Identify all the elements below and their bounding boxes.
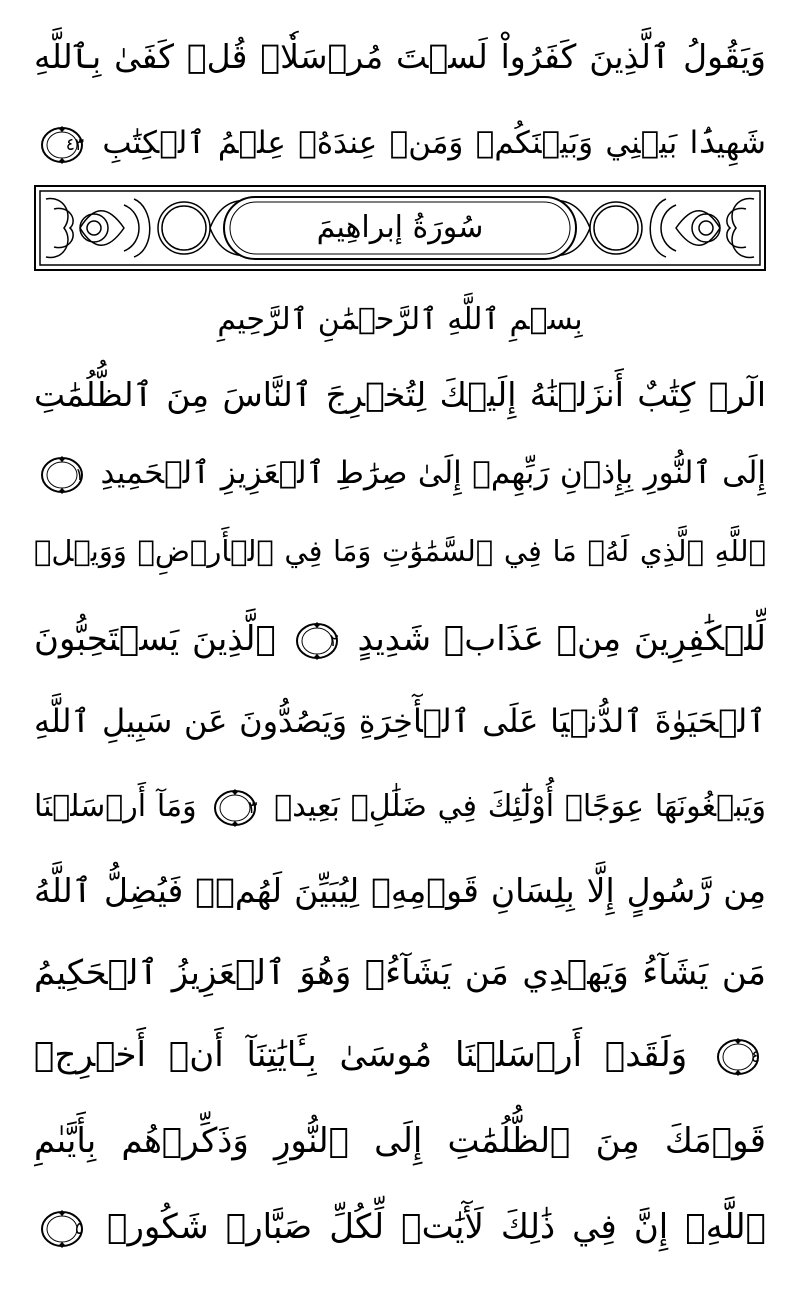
ayah-number: ٣ (248, 797, 258, 818)
ayah-number: ١ (74, 464, 84, 485)
verse-line-3 (34, 358, 766, 432)
ayah-number: ٤ (750, 1046, 760, 1067)
verse-text: ٱللَّهِۚ إِنَّ فِي ذَٰلِكَ لَأٓيَٰتٖ لِّكُلِّ صَبَّارٖ شَكُورٖ (107, 1207, 766, 1247)
verse-line-7 (34, 684, 766, 758)
ayah-marker-icon (213, 788, 257, 828)
ayah-marker-icon (40, 125, 84, 165)
verse-line-9 (34, 854, 766, 928)
surah-header-banner (34, 185, 766, 271)
ayah-marker-icon (40, 455, 84, 495)
verse-text: وَيَقُولُ ٱلَّذِينَ كَفَرُواْ لَسۡتَ مُرۡسَلٗاۚ قُلۡ كَفَىٰ بِٱللَّهِ (34, 37, 766, 76)
verse-text: ٱللَّهِ ٱلَّذِي لَهُۥ مَا فِي ٱلسَّمَٰوَٰتِ وَمَا فِي ٱلۡأَرۡضِۗ وَوَيۡلٞ (34, 534, 766, 568)
verse-text: ٱلۡحَيَوٰةَ ٱلدُّنۡيَا عَلَى ٱلۡأٓخِرَةِ وَيَصُدُّونَ عَن سَبِيلِ ٱللَّهِ (34, 702, 766, 740)
verse-text: إِلَى ٱلنُّورِ بِإِذۡنِ رَبِّهِمۡ إِلَىٰ صِرَٰطِ ٱلۡعَزِيزِ ٱلۡحَمِيدِ (100, 455, 766, 491)
verse-text: مِن رَّسُولٍ إِلَّا بِلِسَانِ قَوۡمِهِۦ لِيُبَيِّنَ لَهُمۡۖ فَيُضِلُّ ٱللَّهُ (34, 871, 766, 910)
verse-line-11 (34, 1018, 766, 1092)
ayah-number: ٢ (329, 630, 339, 651)
ayah-marker-icon (716, 1037, 760, 1077)
verse-line-4 (34, 436, 766, 510)
verse-line-8 (34, 770, 766, 844)
ayah-number: ٥ (74, 1218, 84, 1239)
verse-text: الٓرۚ كِتَٰبٌ أَنزَلۡنَٰهُ إِلَيۡكَ لِتُخۡرِجَ ٱلنَّاسَ مِنَ ٱلظُّلُمَٰتِ (34, 375, 766, 414)
ayah-marker-icon (295, 621, 339, 661)
verse-text: مَن يَشَآءُ وَيَهۡدِي مَن يَشَآءُۚ وَهُوَ ٱلۡعَزِيزُ ٱلۡحَكِيمُ (34, 953, 766, 993)
verse-text: وَمَآ أَرۡسَلۡنَا (34, 789, 197, 824)
verse-text: شَهِيدَۢا بَيۡنِي وَبَيۡنَكُمۡ وَمَنۡ عِندَهُۥ عِلۡمُ ٱلۡكِتَٰبِ (102, 125, 766, 161)
verse-text: وَيَبۡغُونَهَا عِوَجًاۚ أُوْلَٰٓئِكَ فِي ضَلَٰلِۭ بَعِيدٖ (274, 789, 766, 824)
verse-line-10 (34, 936, 766, 1010)
verse-line-12 (34, 1104, 766, 1178)
verse-text: قَوۡمَكَ مِنَ ٱلظُّلُمَٰتِ إِلَى ٱلنُّورِ وَذَكِّرۡهُم بِأَيَّىٰمِ (34, 1121, 766, 1161)
surah-title: سُورَةُ إبراهِيمَ (316, 210, 484, 245)
verse-line-2 (34, 106, 766, 180)
verse-line-1 (34, 20, 766, 94)
ayah-marker-icon (40, 1209, 84, 1249)
basmala: بِسۡمِ ٱللَّهِ ٱلرَّحۡمَٰنِ ٱلرَّحِيمِ (217, 302, 583, 337)
verse-line-6 (34, 602, 766, 676)
ayah-number: ٤٣ (65, 134, 84, 155)
verse-line-13 (34, 1190, 766, 1264)
verse-text: وَلَقَدۡ أَرۡسَلۡنَا مُوسَىٰ بِـَٔايَٰتِنَآ أَنۡ أَخۡرِجۡ (34, 1035, 688, 1075)
verse-text: لِّلۡكَٰفِرِينَ مِنۡ عَذَابٖ شَدِيدٍ (357, 619, 766, 659)
verse-line-5 (34, 514, 766, 588)
verse-text: ٱلَّذِينَ يَسۡتَحِبُّونَ (34, 619, 276, 659)
